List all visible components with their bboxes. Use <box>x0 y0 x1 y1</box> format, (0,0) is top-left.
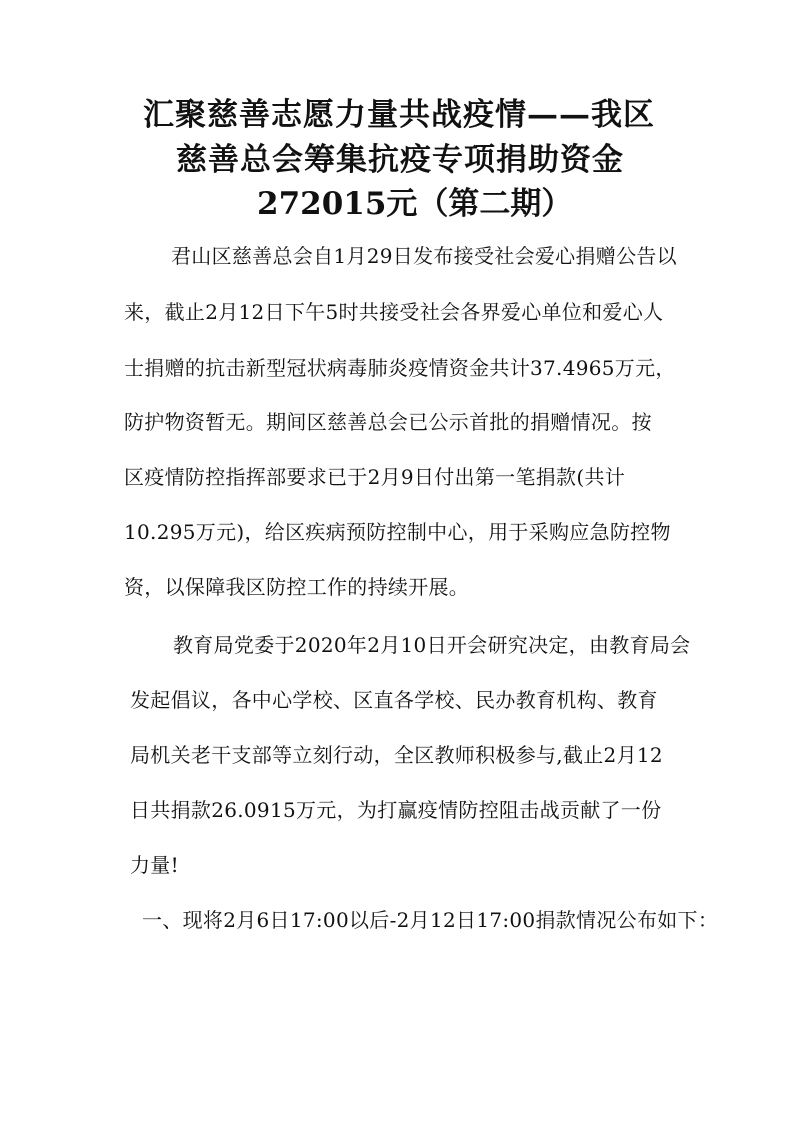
paragraph-1-line-4: 防护物资暂无。期间区慈善总会已公示首批的捐赠情况。按 <box>124 410 652 434</box>
paragraph-2-line-2: 发起倡议，各中心学校、区直各学校、民办教育机构、教育 <box>130 688 658 712</box>
paragraph-1-line-6: 10.295万元)，给区疾病预防控制中心，用于采购应急防控物 <box>124 520 671 544</box>
section-1-heading: 一、现将2月6日17:00以后-2月12日17:00捐款情况公布如下： <box>142 908 719 932</box>
title-line-2: 慈善总会筹集抗疫专项捐助资金 <box>176 142 624 178</box>
paragraph-2-line-1: 教育局党委于2020年2月10日开会研究决定，由教育局会 <box>173 633 691 657</box>
paragraph-1-line-7: 资，以保障我区防控工作的持续开展。 <box>124 575 470 599</box>
paragraph-2-line-5: 力量! <box>130 853 179 877</box>
paragraph-1-line-2: 来，截止2月12日下午5时共接受社会各界爱心单位和爱心人 <box>124 300 664 324</box>
paragraph-1-line-3: 士捐赠的抗击新型冠状病毒肺炎疫情资金共计37.4965万元， <box>124 356 676 380</box>
paragraph-2-line-4: 日共捐款26.0915万元，为打赢疫情防控阻击战贡献了一份 <box>130 798 662 822</box>
paragraph-1-line-1: 君山区慈善总会自1月29日发布接受社会爱心捐赠公告以 <box>171 244 677 268</box>
title-line-3: 272015元（第二期） <box>257 186 573 222</box>
paragraph-1-line-5: 区疫情防控指挥部要求已于2月9日付出第一笔捐款(共计 <box>124 465 626 489</box>
title-line-1: 汇聚慈善志愿力量共战疫情——我区 <box>143 97 655 133</box>
paragraph-2-line-3: 局机关老干支部等立刻行动，全区教师积极参与,截止2月12 <box>130 743 663 767</box>
